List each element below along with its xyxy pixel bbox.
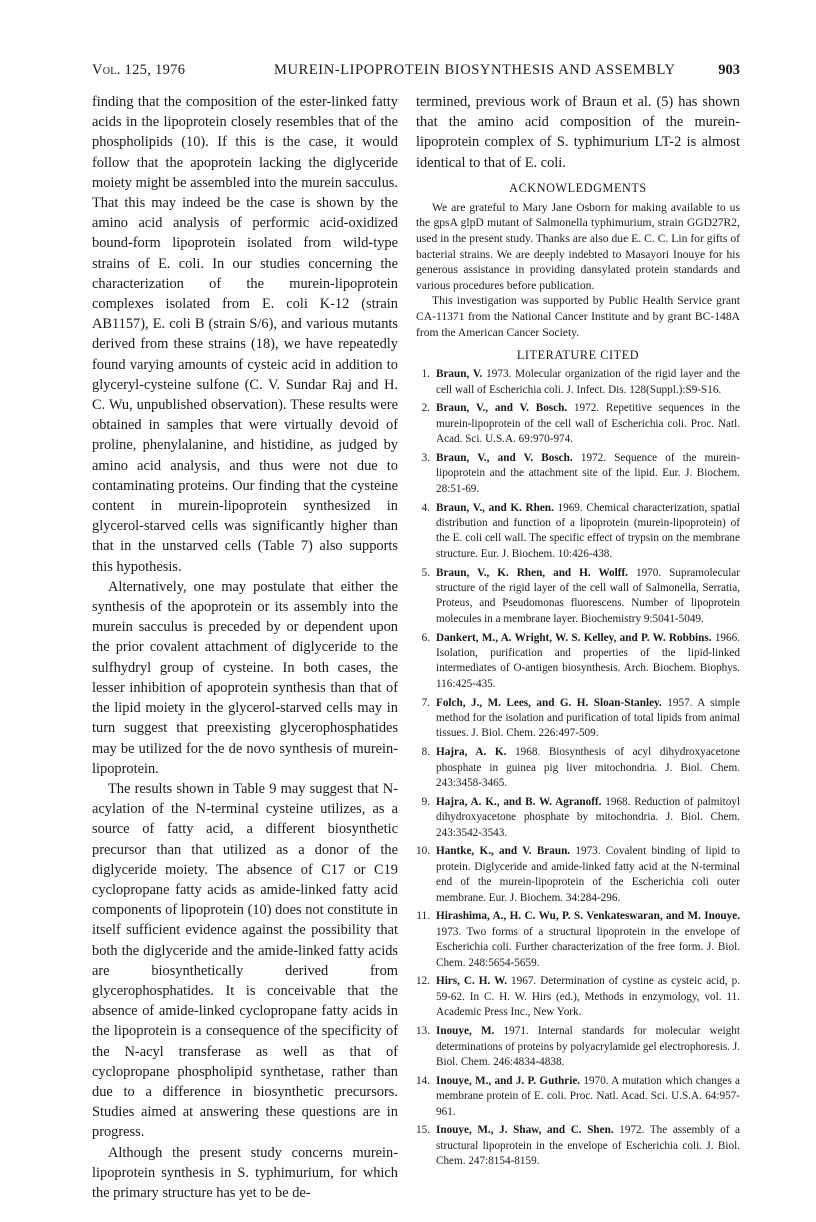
running-header — [92, 62, 740, 88]
reference-number: 10. — [416, 845, 430, 858]
reference-authors: Braun, V. — [436, 368, 483, 381]
reference-number: 1. — [421, 368, 430, 381]
page-number: 903 — [718, 62, 740, 78]
reference-authors: Hantke, K., and V. Braun. — [436, 845, 571, 858]
reference-number: 5. — [421, 566, 430, 579]
reference-number: 6. — [421, 631, 430, 644]
reference-number: 8. — [421, 746, 430, 759]
reference-text: 1973. Molecular organization of the rigid layer and the cell wall of Escherichia coli. J. Infect. Dis. 128(Suppl.):S9-S16. — [436, 368, 741, 396]
reference-item — [416, 745, 740, 791]
reference-item — [416, 974, 740, 1020]
reference-authors: Hirashima, A., H. C. Wu, P. S. Venkateswaran, and M. Inouye. — [436, 910, 740, 923]
reference-text: 1967. Determination of cystine as cysteic acid, p. 59-62. In C. H. W. Hirs (ed.), Methods in enzymology, vol. 11. Academic Press Inc., New York. — [436, 975, 741, 1019]
reference-authors: Hajra, A. K. — [436, 746, 507, 759]
left-column — [92, 92, 398, 1203]
reference-text: 1957. A simple method for the isolation and purification of total lipids from animal tissues. J. Biol. Chem. 226:497-509. — [436, 696, 741, 740]
paragraph-continuation: termined, previous work of Braun et al. (5) has shown that the amino acid composition of the murein-lipoprotein complex of S. typhimurium LT-2 is almost identical to that of E. coli. — [416, 94, 740, 171]
reference-text: 1973. Two forms of a structural lipoprotein in the envelope of Escherichia coli. Further characterization of the free form. J. Biol. Chem. 248:5654-5659. — [436, 925, 740, 969]
reference-text: 1970. A mutation which changes a membrane protein of E. coli. Proc. Natl. Acad. Sci. U.S.A. 64:957-961. — [436, 1074, 740, 1118]
reference-text: 1968. Reduction of palmitoyl dihydroxyacetone phosphate by mitochondria. J. Biol. Chem. 243:3542-3543. — [436, 795, 740, 839]
reference-number: 3. — [421, 451, 430, 464]
reference-authors: Braun, V., and K. Rhen. — [436, 501, 554, 514]
paragraph: Although the present study concerns murein-lipoprotein synthesis in S. typhimurium, for which the primary structure has yet to be de- — [92, 1144, 398, 1201]
reference-item — [416, 566, 740, 628]
reference-authors: Folch, J., M. Lees, and G. H. Sloan-Stanley. — [436, 696, 662, 709]
literature-heading: LITERATURE CITED — [516, 348, 640, 363]
funding-text: This investigation was supported by Public Health Service grant CA-11371 from the National Cancer Institute and by grant BC-148A from the American Cancer Society. — [416, 294, 740, 339]
reference-authors: Braun, V., K. Rhen, and H. Wolff. — [436, 566, 628, 579]
reference-item — [416, 501, 740, 563]
reference-number: 2. — [421, 402, 430, 415]
reference-item — [416, 451, 740, 497]
acknowledgments-heading: ACKNOWLEDGMENTS — [509, 180, 647, 195]
acknowledgments-text: We are grateful to Mary Jane Osborn for making available to us the gpsA glpD mutant of Salmonella typhimurium, strain GGD27R2, used in the present study. Thanks are also due E. C. C. Lin for gifts of bacterial strains. We are deeply indebted to Masayori Inouye for his generous assistance in providing dansylated protein standards and various procedures before publication. — [416, 200, 740, 292]
reference-authors: Dankert, M., A. Wright, W. S. Kelley, and P. W. Robbins. — [436, 631, 712, 644]
reference-item — [416, 631, 740, 693]
reference-item — [416, 844, 740, 906]
reference-list — [416, 367, 740, 1169]
reference-number: 15. — [416, 1124, 430, 1137]
reference-authors: Inouye, M., J. Shaw, and C. Shen. — [436, 1124, 614, 1137]
reference-authors: Inouye, M. — [436, 1025, 495, 1038]
reference-item — [416, 1074, 740, 1120]
reference-item — [416, 1024, 740, 1070]
paragraph: finding that the composition of the ester-linked fatty acids in the lipoprotein closely resembles that of the phospholipids (10). If this is the case, it would follow that the apoprotein lacking the diglyceride moiety might be assembled into the murein sacculus. That this may indeed be the case is shown by the amino acid analysis of performic acid-oxidized bound-form lipoprotein isolated from wild-type strains of E. coli. In our studies concerning the characterization of the murein-lipoprotein complexes isolated from E. coli K-12 (strain AB1157), E. coli B (strain S/6), and various mutants derived from these strains (18), we have repeatedly found varying amounts of cysteic acid in addition to glyceryl-cysteine sulfone (C. V. Sundar Raj and H. C. Wu, unpublished observation). These results were obtained in samples that were virtually devoid of proline, phenylalanine, and histidine, as judged by amino acid analysis, and thus were not due to contaminating proteins. Our finding that the cysteine content in murein-lipoprotein synthesized in glycerol-starved cells was significantly higher than that in the unstarved cells (Table 7) also supports this hypothesis. — [92, 94, 398, 575]
reference-number: 14. — [416, 1074, 430, 1087]
reference-authors: Inouye, M., and J. P. Guthrie. — [436, 1074, 581, 1087]
reference-text: 1971. Internal standards for molecular weight determinations of proteins by polyacrylamide gel electrophoresis. J. Biol. Chem. 246:4834-4838. — [436, 1025, 741, 1068]
paragraph: The results shown in Table 9 may suggest that N-acylation of the N-terminal cysteine utilizes, as a source of fatty acid, a different biosynthetic precursor than that utilized as a donor of the diglyceride moiety. The absence of C17 or C19 cyclopropane fatty acids as amide-linked fatty acid components of lipoprotein (10) does not constitute in itself sufficient evidence against the possibility that both the diglyceride and the amide-linked fatty acids are biosynthetically derived from glycerophosphatides. It is conceivable that the absence of amide-linked cyclopropane fatty acids in the lipoprotein is a consequence of the specificity of the N-acyl transferase as well as that of cyclopropane phospholipid synthetase, rather than due to a difference in biosynthetic precursors. Studies aimed at answering these questions are in progress. — [92, 780, 398, 1141]
reference-item — [416, 367, 740, 398]
reference-text: 1972. Sequence of the murein-lipoprotein and the attachment site of the lipid. Eur. J. Biochem. 28:51-69. — [436, 451, 741, 495]
reference-item — [416, 909, 740, 971]
reference-number: 7. — [421, 696, 430, 709]
reference-item — [416, 696, 740, 742]
reference-text: 1972. Repetitive sequences in the murein-lipoprotein of the cell wall of Escherichia coli. Proc. Natl. Acad. Sci. U.S.A. 69:970-974. — [436, 402, 740, 446]
reference-text: 1973. Covalent binding of lipid to protein. Diglyceride and amide-linked fatty acid at the N-terminal end of the murein-lipoprotein of the Escherichia coli outer membrane. Eur. J. Biochem. 34:284-296. — [436, 845, 740, 904]
reference-number: 4. — [421, 501, 430, 514]
paragraph: Alternatively, one may postulate that either the synthesis of the apoprotein or its assembly into the murein sacculus is preceded by or dependent upon the prior covalent attachment of diglyceride to the sulfhydryl group of cysteine. In both cases, the lesser inhibition of apoprotein synthesis than that of the lipid moiety in the glycerol-starved cells may in turn suggest that preexisting glycerophosphatides may be utilized for the de novo synthesis of murein-lipoprotein. — [92, 578, 398, 777]
reference-number: 11. — [416, 910, 430, 923]
reference-number: 9. — [421, 795, 430, 808]
reference-text: 1968. Biosynthesis of acyl dihydroxyacetone phosphate in guinea pig liver mitochondria. J. Biol. Chem. 243:3458-3465. — [436, 746, 741, 790]
reference-number: 12. — [416, 975, 430, 988]
reference-authors: Hajra, A. K., and B. W. Agranoff. — [436, 795, 602, 808]
volume-label: Vol. 125, 1976 — [92, 62, 186, 78]
running-title: MUREIN-LIPOPROTEIN BIOSYNTHESIS AND ASSEMBLY — [274, 62, 676, 78]
reference-text: 1972. The assembly of a structural lipoprotein in the envelope of Escherichia coli. J. Biol. Chem. 247:8154-8159. — [436, 1124, 740, 1168]
reference-authors: Hirs, C. H. W. — [436, 975, 508, 988]
reference-authors: Braun, V., and V. Bosch. — [436, 451, 573, 464]
reference-authors: Braun, V., and V. Bosch. — [436, 402, 568, 415]
reference-text: 1969. Chemical characterization, spatial distribution and function of a lipoprotein (murein-lipoprotein) of the E. coli cell wall. The specific effect of trypsin on the membrane structure. Eur. J. Biochem. 10:426-438. — [436, 501, 741, 560]
reference-number: 13. — [416, 1025, 430, 1038]
reference-item — [416, 401, 740, 447]
reference-item — [416, 1123, 740, 1169]
right-column — [416, 92, 740, 1173]
reference-text: 1966. Isolation, purification and properties of the lipid-linked intermediates of O-antigen biosynthesis. Arch. Biochem. Biophys. 116:425-435. — [436, 631, 740, 690]
reference-item — [416, 795, 740, 841]
reference-text: 1970. Supramolecular structure of the rigid layer of the cell wall of Salmonella, Serratia, Proteus, and Pseudomonas fluorescens. Number of lipoprotein molecules in a membrane layer. Biochemistry 9:5041-5049. — [436, 566, 740, 625]
